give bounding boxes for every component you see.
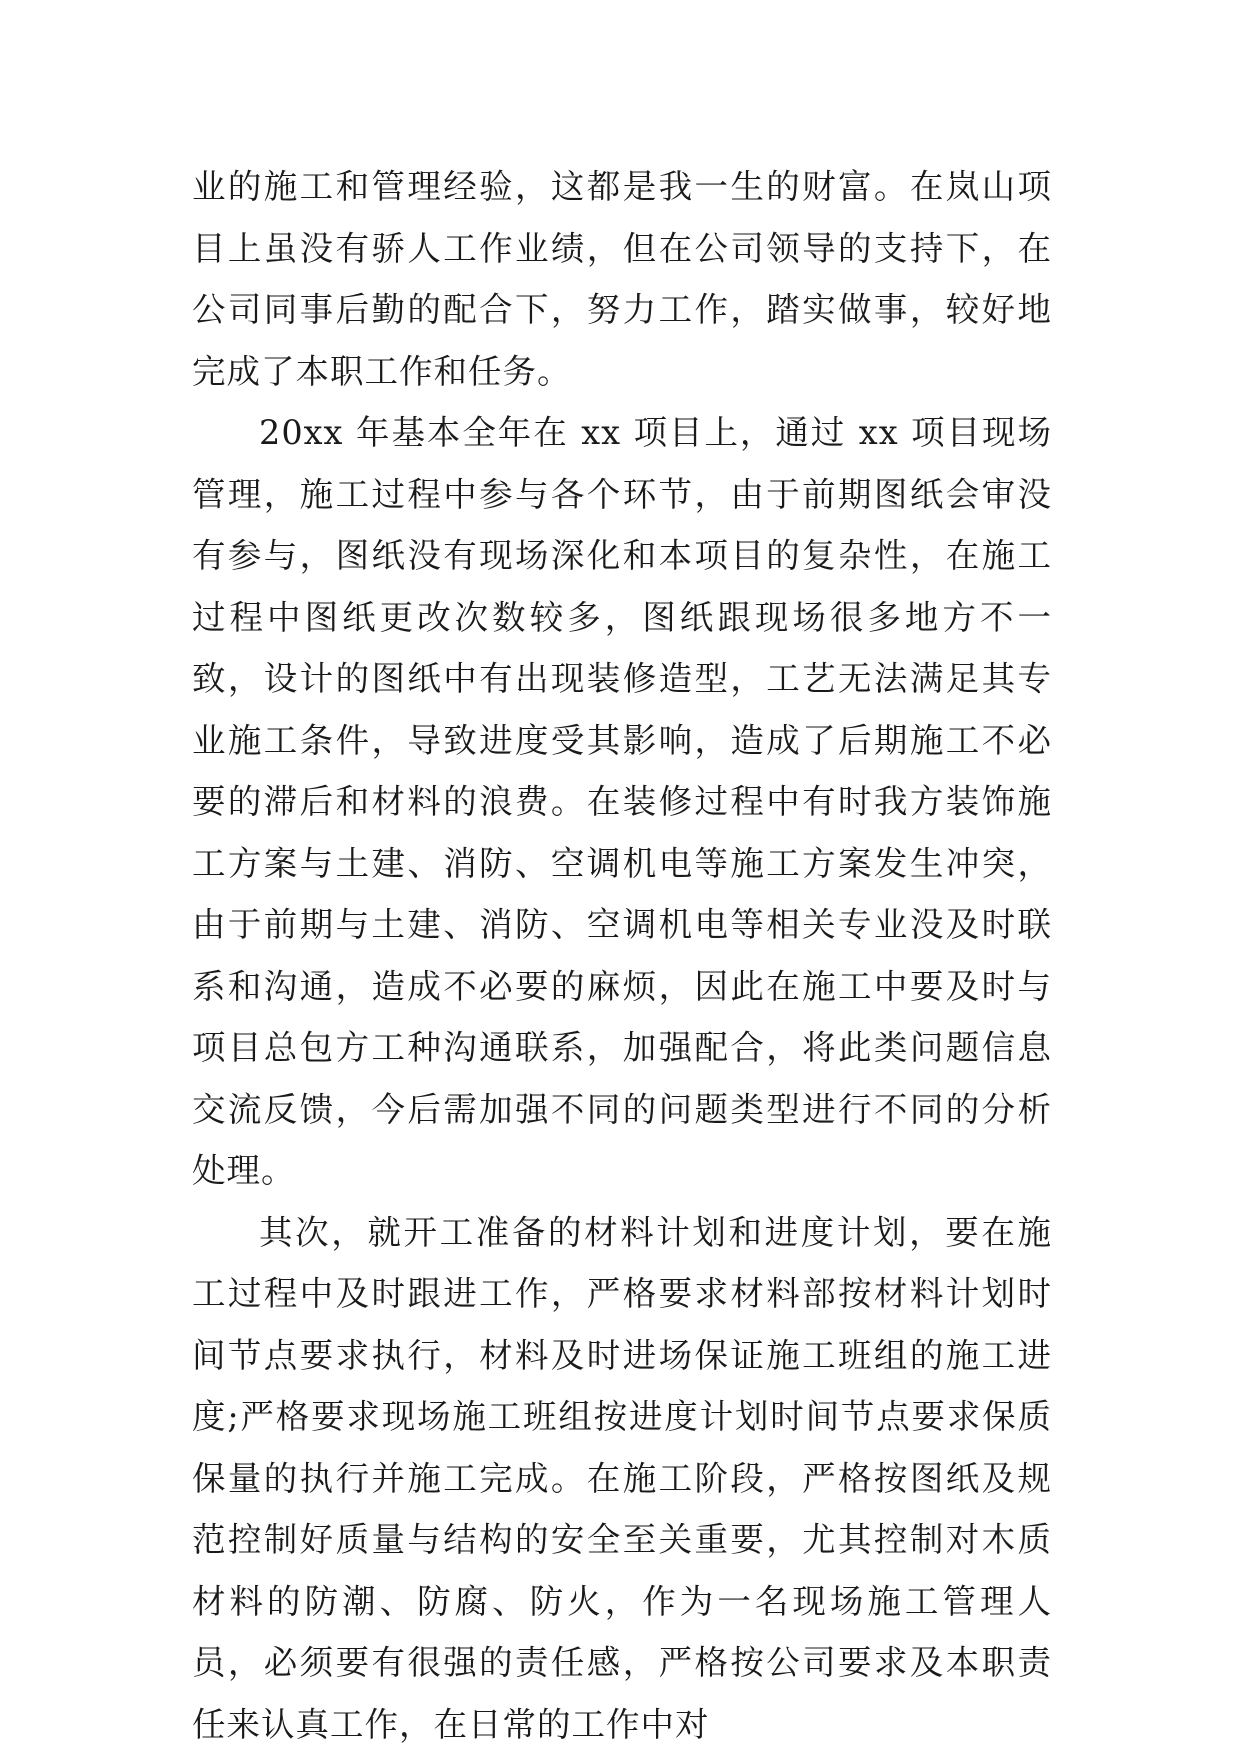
document-body [192, 156, 1052, 1755]
paragraph-1: 业的施工和管理经验，这都是我一生的财富。在岚山项目上虽没有骄人工作业绩，但在公司领导的支持下，在公司同事后勤的配合下，努力工作，踏实做事，较好地完成了本职工作和任务。 [192, 156, 1052, 402]
paragraph-2: 20xx 年基本全年在 xx 项目上，通过 xx 项目现场管理，施工过程中参与各个环节，由于前期图纸会审没有参与，图纸没有现场深化和本项目的复杂性，在施工过程中图纸更改次数较多，图纸跟现场很多地方不一致，设计的图纸中有出现装修造型，工艺无法满足其专业施工条件，导致进度受其影响，造成了后期施工不必要的滞后和材料的浪费。在装修过程中有时我方装饰施工方案与土建、消防、空调机电等施工方案发生冲突，由于前期与土建、消防、空调机电等相关专业没及时联系和沟通，造成不必要的麻烦，因此在施工中要及时与项目总包方工种沟通联系，加强配合，将此类问题信息交流反馈，今后需加强不同的问题类型进行不同的分析处理。 [192, 402, 1052, 1202]
paragraph-3: 其次，就开工准备的材料计划和进度计划，要在施工过程中及时跟进工作，严格要求材料部按材料计划时间节点要求执行，材料及时进场保证施工班组的施工进度;严格要求现场施工班组按进度计划时间节点要求保质保量的执行并施工完成。在施工阶段，严格按图纸及规范控制好质量与结构的安全至关重要，尤其控制对木质材料的防潮、防腐、防火，作为一名现场施工管理人员，必须要有很强的责任感，严格按公司要求及本职责任来认真工作，在日常的工作中对 [192, 1202, 1052, 1755]
